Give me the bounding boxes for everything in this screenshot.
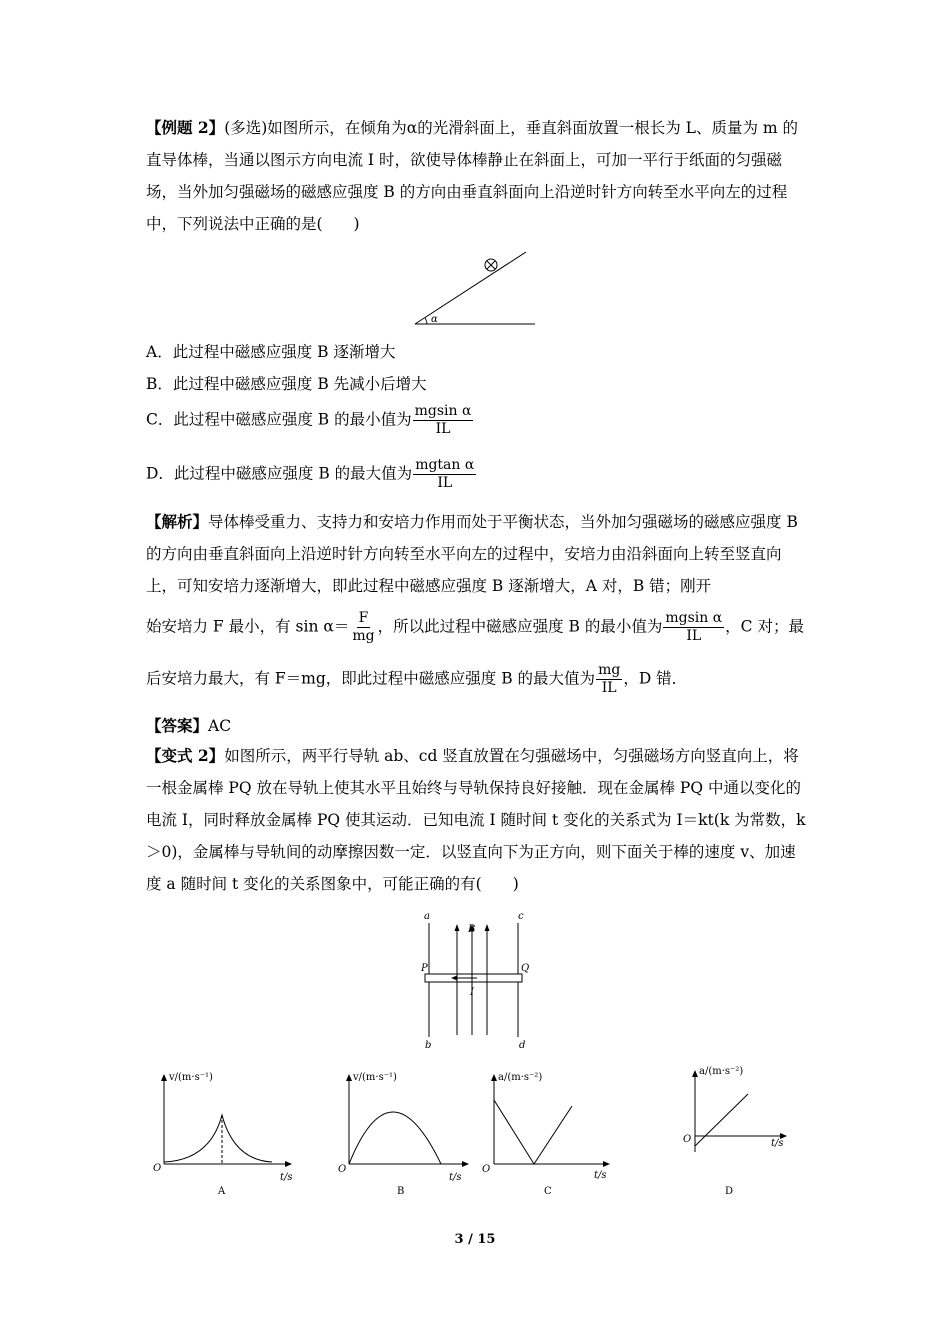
graph-c-xlabel: t/s: [594, 1170, 607, 1181]
rod-label-p: P: [421, 963, 428, 974]
graph-c: [480, 1068, 630, 1203]
rail-label-a: a: [424, 911, 430, 922]
option-a: A．此过程中磁感应强度 B 逐渐增大: [146, 343, 396, 361]
analysis-paragraph: [146, 506, 810, 602]
graph-b-xlabel: t/s: [449, 1172, 462, 1183]
rail-label-d: d: [519, 1040, 526, 1051]
current-into-page-icon: [485, 259, 497, 271]
graph-d: [675, 1058, 815, 1203]
graph-c-ylabel: a/(m·s⁻²): [498, 1072, 543, 1083]
incline-angle-label: α: [431, 314, 438, 325]
variant-tag: 【变式 2】: [146, 746, 225, 765]
analysis-line-5: 后安培力最大，有 F＝mg，即此过程中磁感应强度 B 的最大值为 $\frac{mg}{IL}$ ，D 错．: [146, 662, 688, 696]
rod-label-q: Q: [521, 963, 530, 974]
rail-label-c: c: [518, 911, 524, 922]
graph-d-ylabel: a/(m·s⁻²): [699, 1066, 744, 1077]
rails-figure: [415, 905, 540, 1055]
example-text: (多选)如图所示，在倾角为α的光滑斜面上，垂直斜面放置一根长为 L、质量为 m 的直导体棒，当通以图示方向电流 I 时，欲使导体棒静止在斜面上，可加一平行于纸面的匀强磁场，当外加匀强磁场的磁感应强度 B 的方向由垂直斜面向上沿逆时针方向转至水平向左的过程中，下列说法中正确的是( ): [146, 119, 799, 233]
graph-d-xlabel: t/s: [771, 1138, 784, 1149]
graph-d-origin: O: [683, 1134, 692, 1145]
option-c-fraction: $\frac{\text{mgsin α}}{IL}$: [414, 403, 472, 437]
graph-c-origin: O: [482, 1164, 491, 1175]
graph-c-caption: C: [544, 1186, 552, 1197]
example-tag: 【例题 2】: [146, 118, 225, 137]
graph-a-xlabel: t/s: [280, 1172, 293, 1183]
rail-label-b: b: [425, 1040, 432, 1051]
current-label-i: I: [470, 987, 474, 998]
option-b: B．此过程中磁感应强度 B 先减小后增大: [146, 375, 427, 393]
graph-b: [335, 1068, 485, 1203]
graph-a-ylabel: v/(m·s⁻¹): [169, 1072, 213, 1083]
analysis-tag: 【解析】: [146, 512, 209, 531]
answer-line: 【答案】AC: [146, 716, 232, 735]
option-c: C．此过程中磁感应强度 B 的最小值为 $\frac{\text{mgsin α}}{IL}$: [146, 403, 472, 437]
analysis-text: 导体棒受重力、支持力和安培力作用而处于平衡状态，当外加匀强磁场的磁感应强度 B 的方向由垂直斜面向上沿逆时针方向转至水平向左的过程中，安培力由沿斜面向上转至竖直向上，可知安培力逐渐增大，即此过程中磁感应强度 B 逐渐增大，A 对，B 错；刚开: [146, 513, 798, 595]
graph-b-ylabel: v/(m·s⁻¹): [353, 1072, 397, 1083]
variant-text: 如图所示，两平行导轨 ab、cd 竖直放置在匀强磁场中，匀强磁场方向竖直向上，将一根金属棒 PQ 放在导轨上使其水平且始终与导轨保持良好接触．现在金属棒 PQ 中通以变化的电流 I，同时释放金属棒 PQ 使其运动．已知电流 I 随时间 t 变化的关系式为 I＝kt(k 为常数，k＞0)，金属棒与导轨间的动摩擦因数一定．以竖直向下为正方向，则下面关于棒的速度 v、加速度 a 随时间 t 变化的关系图象中，可能正确的有( ): [146, 747, 806, 893]
graph-a: [150, 1068, 310, 1203]
graph-b-caption: B: [397, 1186, 405, 1197]
option-d: D．此过程中磁感应强度 B 的最大值为 $\frac{\text{mgtan α}}{IL}$: [146, 457, 475, 491]
graph-b-origin: O: [338, 1164, 347, 1175]
graph-a-origin: O: [153, 1163, 162, 1174]
option-d-fraction: $\frac{\text{mgtan α}}{IL}$: [415, 457, 475, 491]
graph-a-caption: A: [218, 1186, 226, 1197]
page-number: 3 / 15: [454, 1232, 496, 1247]
variant-question: [146, 740, 810, 900]
analysis-line-4: 始安培力 F 最小，有 sin α＝ $\frac{F}{mg}$ ，所以此过程中磁感应强度 B 的最小值为 $\frac{\text{mgsin α}}{IL}$ ，C 对；最: [146, 610, 804, 644]
graph-d-caption: D: [725, 1186, 734, 1197]
example-question: [146, 112, 810, 240]
incline-figure: [410, 248, 540, 328]
field-label-b: B: [468, 924, 476, 935]
